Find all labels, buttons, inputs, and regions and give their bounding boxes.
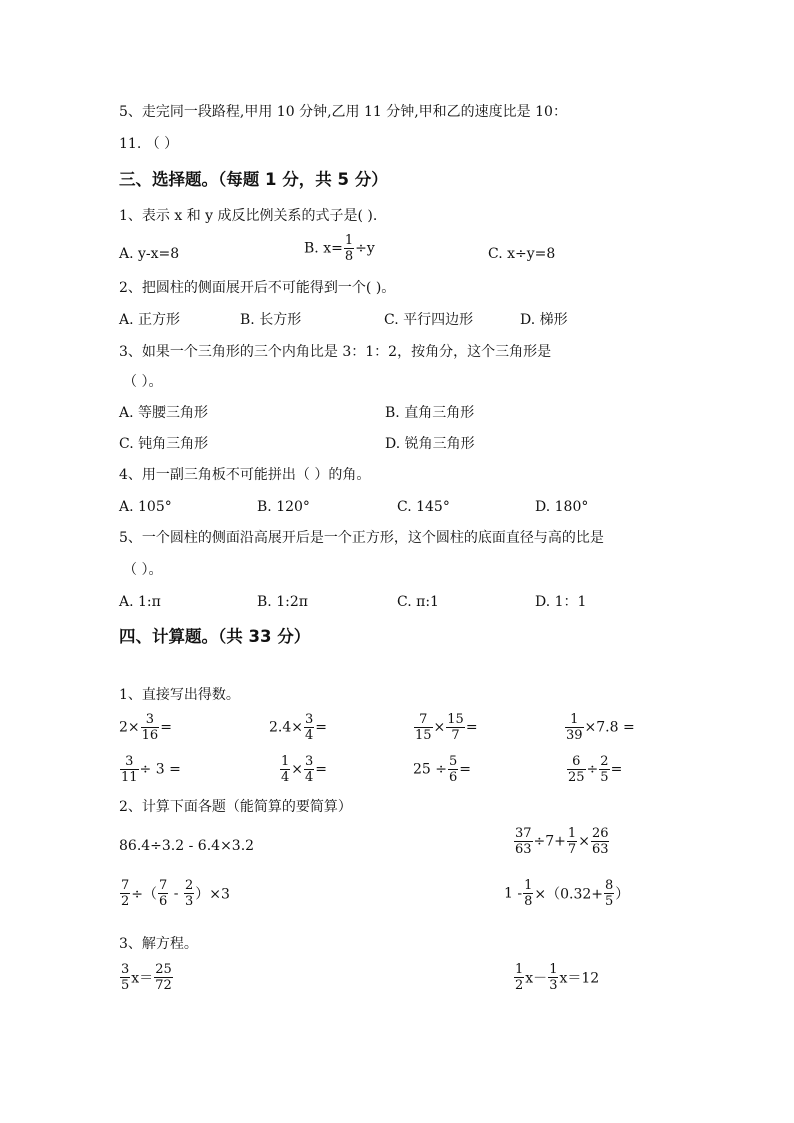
fraction	[523, 878, 533, 909]
numerator: 7	[121, 878, 130, 893]
expr-text: =	[465, 719, 478, 736]
denominator: 2	[515, 978, 524, 993]
expr-text: =	[160, 719, 172, 736]
s3-q5-option-a: A. 1:π	[119, 594, 161, 610]
denominator: 72	[155, 978, 172, 993]
s4-q1-r1-e1	[119, 712, 172, 743]
numerator: 3	[305, 712, 314, 727]
denominator: 63	[515, 842, 532, 857]
expr-text: ÷7+	[533, 833, 566, 850]
expr-text: =	[315, 761, 328, 778]
s3-q1-b-prefix: B. x=	[304, 240, 343, 257]
s3-q5-stem-line1: 5、一个圆柱的侧面沿高展开后是一个正方形，这个圆柱的底面直径与高的比是	[119, 530, 604, 546]
expr-text: ×（0.32+	[534, 886, 604, 903]
s3-q4-option-c: C. 145°	[397, 499, 450, 515]
numerator: 1	[565, 712, 584, 728]
numerator: 1	[515, 962, 524, 977]
s3-q3-option-b: B. 直角三角形	[385, 405, 475, 421]
s3-q1-option-b	[304, 233, 375, 264]
denominator: 15	[415, 728, 432, 743]
expr-text: =	[315, 719, 328, 736]
denominator: 39	[566, 728, 583, 743]
fraction	[158, 878, 168, 909]
s4-q1-r2-e1	[119, 754, 181, 785]
numerator: 1	[281, 754, 290, 769]
denominator: 6	[449, 770, 458, 785]
operator: ×	[433, 719, 446, 736]
s3-q3-option-d: D. 锐角三角形	[385, 436, 475, 452]
numerator: 2	[184, 878, 194, 893]
numerator: 1	[549, 962, 558, 977]
numerator: 37	[515, 826, 532, 841]
expr-text: x＝	[131, 970, 154, 987]
denominator: 16	[141, 728, 159, 743]
expr-text: ）	[615, 886, 630, 903]
denominator: 63	[591, 842, 609, 857]
denominator: 4	[281, 770, 290, 785]
fraction	[591, 826, 610, 857]
expr-text: 2.4×	[269, 719, 303, 736]
fraction	[120, 962, 130, 993]
s4-q2-e2	[513, 826, 610, 857]
denominator: 3	[549, 978, 558, 993]
fraction	[304, 754, 314, 785]
numerator: 7	[159, 878, 168, 893]
s4-q3-e2	[513, 962, 599, 993]
numerator: 3	[121, 962, 130, 977]
numerator: 3	[120, 754, 139, 770]
denominator: 3	[184, 894, 194, 909]
s3-q5-option-c: C. π:1	[397, 594, 439, 610]
denominator: 5	[605, 894, 614, 909]
numerator: 2	[600, 754, 609, 769]
s3-q3-option-a: A. 等腰三角形	[119, 405, 209, 421]
numerator: 3	[305, 754, 314, 769]
numerator: 7	[414, 712, 433, 728]
s4-q1-r1-e3	[413, 712, 478, 743]
numerator: 26	[591, 826, 609, 841]
fraction	[154, 962, 173, 993]
fraction	[446, 712, 465, 743]
s4-q2-e3	[119, 878, 230, 909]
expr-text: 25 ÷	[413, 761, 447, 778]
numerator: 1	[344, 233, 354, 248]
fraction	[120, 754, 139, 785]
s4-q1-stem: 1、直接写出得数。	[119, 687, 240, 703]
s4-q1-r2-e2	[279, 754, 327, 785]
denominator: 8	[344, 249, 354, 264]
s3-q1-stem: 1、表示 x 和 y 成反比例关系的式子是( ).	[119, 208, 378, 224]
numerator: 6	[567, 754, 586, 770]
expr-text: x－	[525, 970, 548, 987]
numerator: 15	[447, 712, 464, 727]
expr-text: 1 -	[504, 885, 523, 902]
denominator: 4	[305, 728, 314, 743]
denominator: 5	[600, 770, 609, 785]
expr-text: x＝12	[559, 970, 600, 987]
expr-text: -	[169, 885, 183, 902]
denominator: 2	[121, 894, 130, 909]
expr-text: ×7.8 =	[584, 719, 635, 736]
s3-q1-b-suffix: ÷y	[355, 240, 375, 257]
fraction	[448, 754, 458, 785]
s3-q4-option-b: B. 120°	[257, 499, 310, 515]
fraction	[599, 754, 609, 785]
expr-text: =	[610, 761, 623, 778]
numerator: 1	[524, 878, 533, 893]
s3-q2-option-c: C. 平行四边形	[384, 312, 474, 328]
tf-q5-line1: 5、走完同一段路程,甲用 10 分钟,乙用 11 分钟,甲和乙的速度比是 10：	[119, 104, 567, 120]
expr-text: ÷（	[131, 886, 158, 903]
numerator: 5	[449, 754, 458, 769]
s3-q2-option-b: B. 长方形	[240, 312, 302, 328]
expr-text: 2×	[119, 719, 140, 736]
s3-q1-option-c: C. x÷y=8	[488, 246, 556, 262]
denominator: 25	[568, 770, 585, 785]
s3-q5-option-d: D. 1：1	[535, 594, 587, 610]
fraction	[565, 712, 584, 743]
s3-q3-stem-line2: （ ）。	[123, 374, 163, 390]
denominator: 7	[567, 842, 577, 857]
fraction	[304, 712, 314, 743]
s4-q1-r1-e4	[564, 712, 635, 743]
denominator: 5	[121, 978, 130, 993]
expr-text: =	[459, 761, 472, 778]
tf-q5-line2: 11. （ ）	[119, 136, 179, 152]
s4-q3-stem: 3、解方程。	[119, 936, 198, 952]
s3-q5-stem-line2: （ ）。	[123, 562, 163, 578]
fraction	[514, 826, 533, 857]
fraction	[141, 712, 160, 743]
numerator: 8	[605, 878, 614, 893]
s4-q3-e1	[119, 962, 174, 993]
s3-q5-option-b: B. 1:2π	[257, 594, 308, 610]
s4-q2-stem: 2、计算下面各题（能简算的要简算）	[119, 799, 352, 815]
s3-q2-option-d: D. 梯形	[520, 312, 568, 328]
denominator: 7	[451, 728, 460, 743]
fraction	[567, 826, 577, 857]
section3-title: 三、选择题。（每题 1 分，共 5 分）	[119, 170, 388, 189]
s3-q3-option-c: C. 钝角三角形	[119, 436, 209, 452]
numerator: 25	[155, 962, 172, 977]
operator: ×	[578, 833, 590, 850]
fraction	[414, 712, 433, 743]
s3-q4-stem: 4、用一副三角板不可能拼出（ ）的角。	[119, 467, 371, 483]
expr-text: ）×3	[195, 886, 230, 903]
s4-q2-e4	[504, 878, 629, 909]
fraction	[120, 878, 130, 909]
numerator: 1	[567, 826, 577, 841]
s4-q1-r2-e4	[566, 754, 622, 785]
fraction	[548, 962, 558, 993]
numerator: 3	[141, 712, 160, 728]
operator: ×	[291, 761, 304, 778]
fraction	[280, 754, 290, 785]
s3-q1-b-fraction	[344, 233, 354, 264]
denominator: 6	[159, 894, 168, 909]
s3-q4-option-a: A. 105°	[119, 499, 172, 515]
section4-title: 四、计算题。（共 33 分）	[119, 627, 311, 646]
denominator: 11	[121, 770, 138, 785]
s3-q1-option-a: A. y-x=8	[119, 246, 180, 262]
s4-q1-r1-e2	[269, 712, 327, 743]
fraction	[514, 962, 524, 993]
denominator: 4	[305, 770, 314, 785]
s3-q2-option-a: A. 正方形	[119, 312, 181, 328]
s3-q3-stem-line1: 3、如果一个三角形的三个内角比是 3：1：2，按角分，这个三角形是	[119, 344, 552, 360]
s4-q1-r2-e3	[413, 754, 471, 785]
s4-q2-e1: 86.4÷3.2 - 6.4×3.2	[119, 838, 255, 854]
expr-text: ÷ 3 =	[139, 761, 181, 778]
denominator: 8	[524, 894, 533, 909]
operator: ÷	[586, 761, 599, 778]
s3-q4-option-d: D. 180°	[535, 499, 589, 515]
fraction	[184, 878, 194, 909]
s3-q2-stem: 2、把圆柱的侧面展开后不可能得到一个( )。	[119, 280, 396, 296]
fraction	[567, 754, 586, 785]
fraction	[604, 878, 614, 909]
